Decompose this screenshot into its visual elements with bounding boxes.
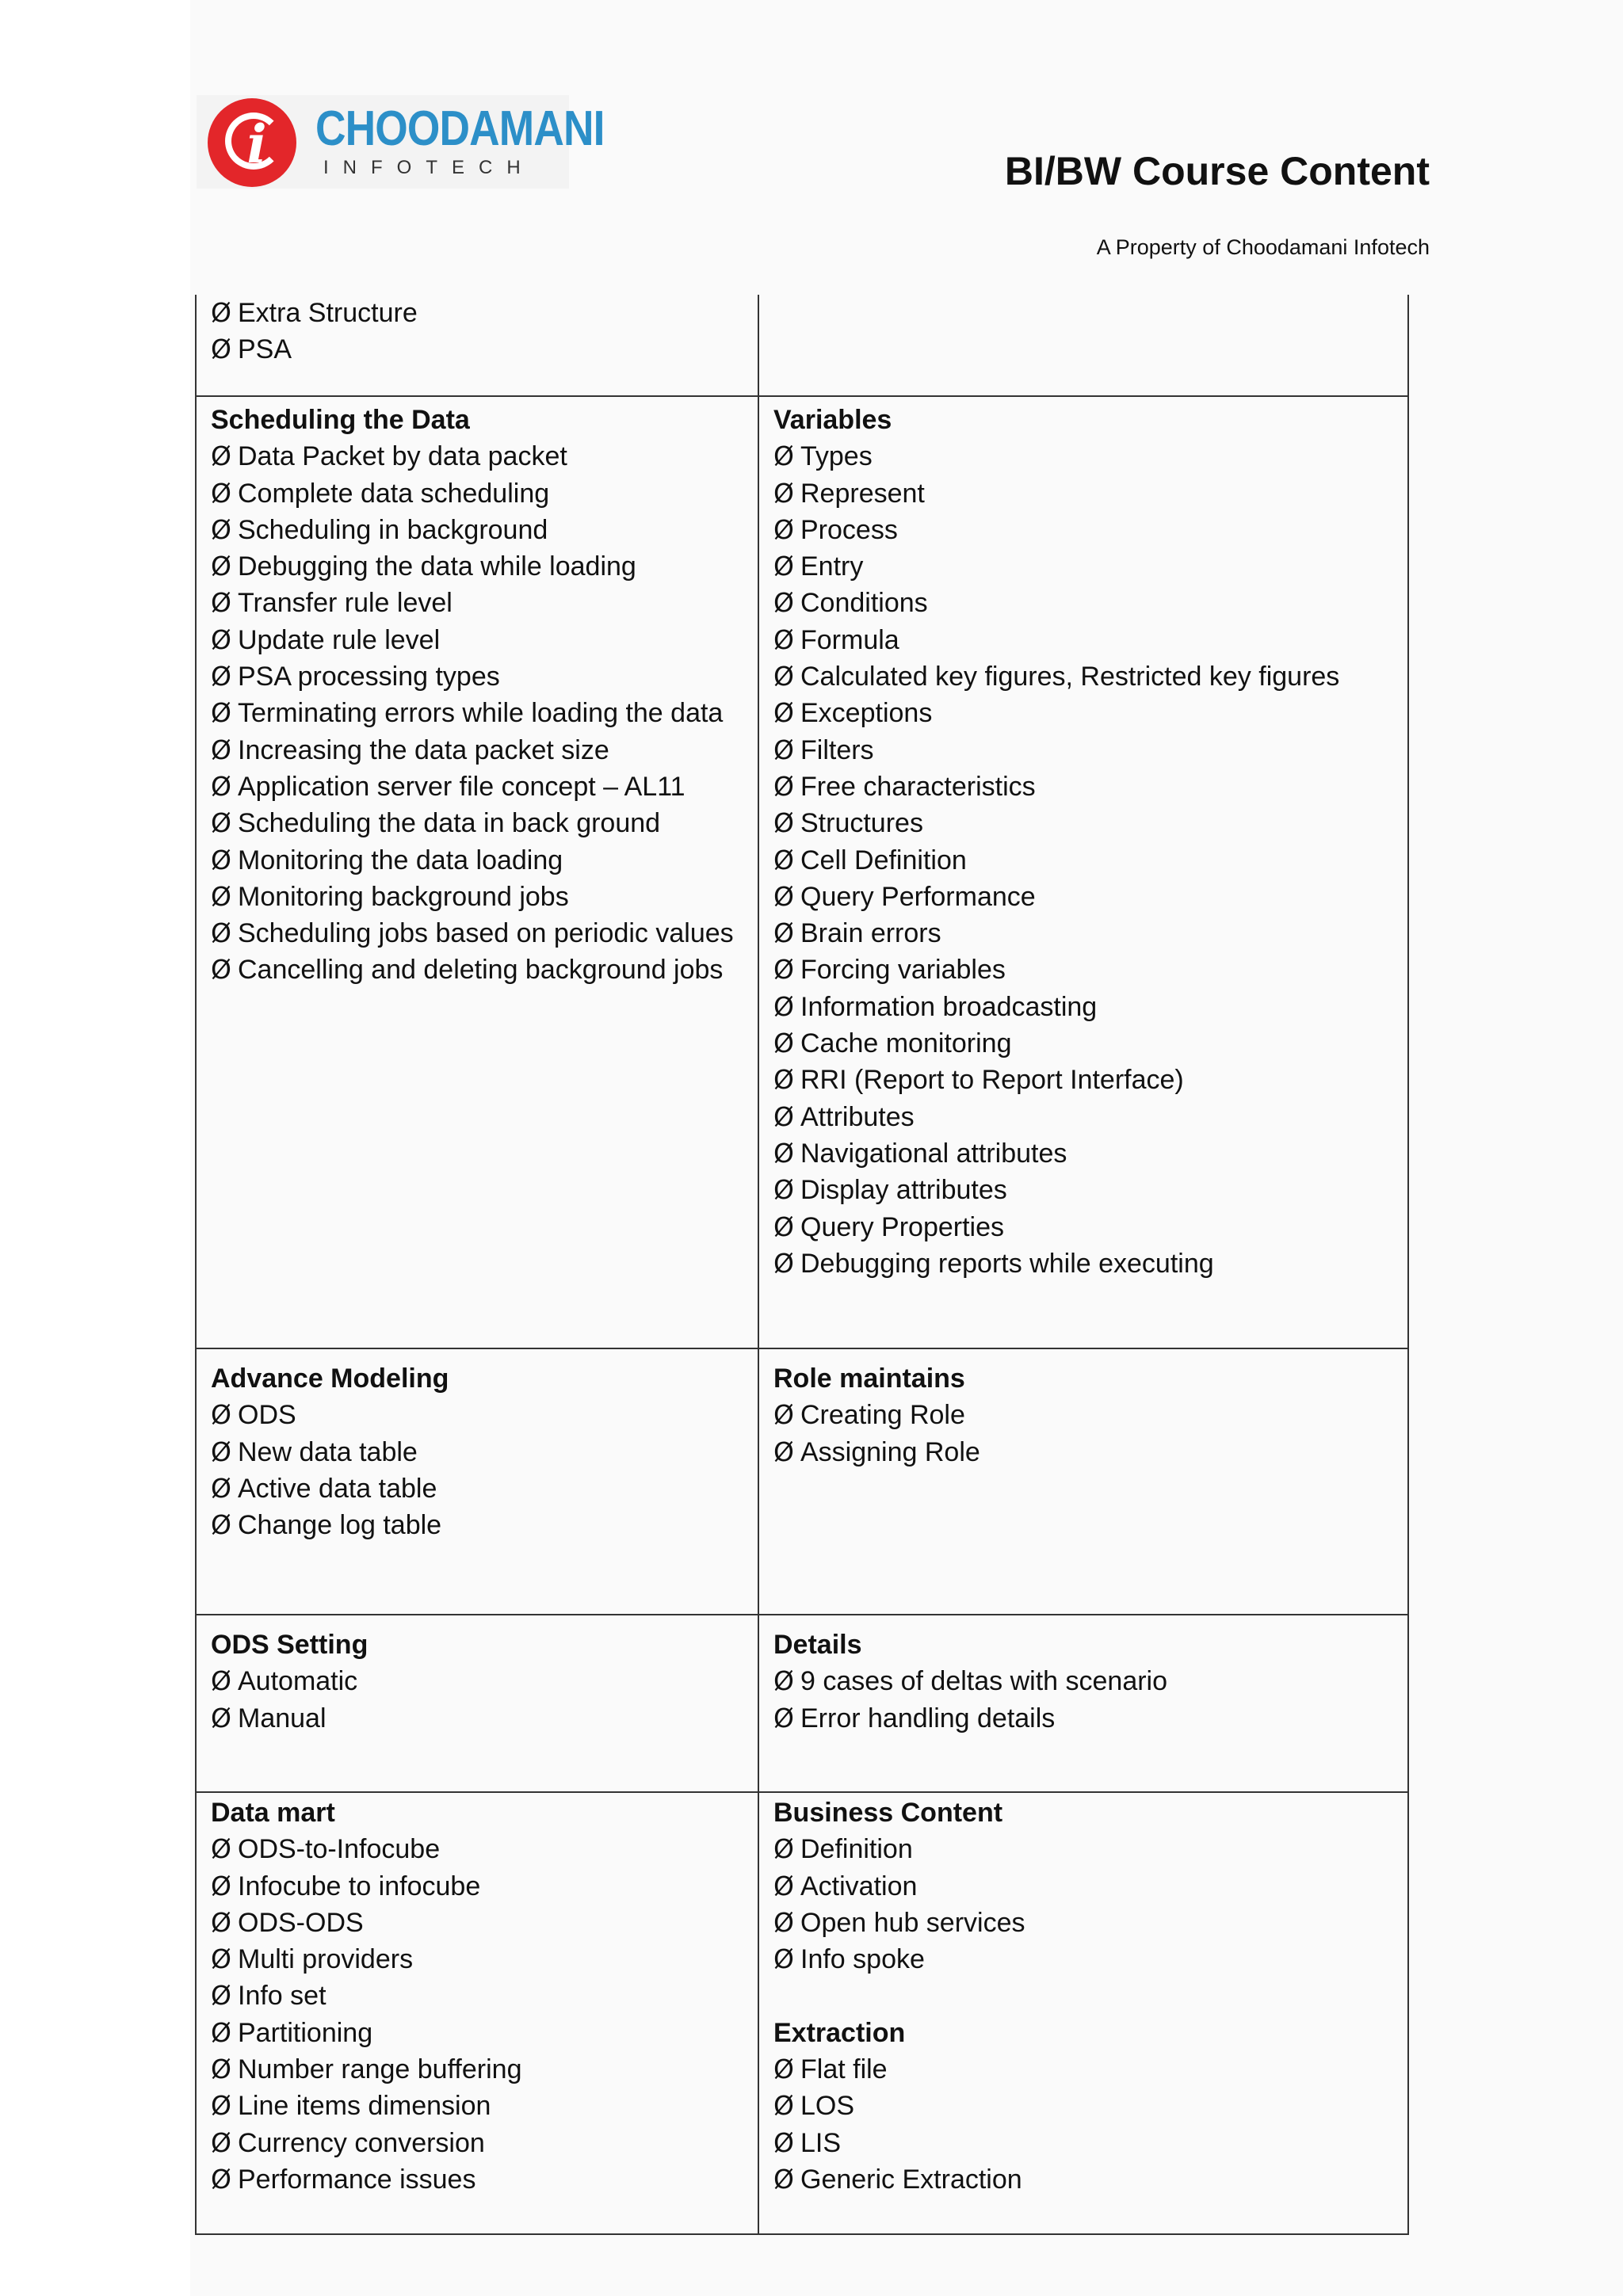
list-item-text: Scheduling jobs based on periodic values xyxy=(238,918,734,949)
bullet-icon: Ø xyxy=(211,880,231,912)
list-item-text: Flat file xyxy=(800,2054,888,2085)
list-item-text: Information broadcasting xyxy=(800,991,1098,1022)
list-item-text: Definition xyxy=(800,1834,913,1865)
list-item-text: Active data table xyxy=(238,1473,437,1504)
list-item-text: Change log table xyxy=(238,1510,442,1541)
list-item xyxy=(773,475,1407,512)
bullet-icon: Ø xyxy=(773,1870,794,1901)
list-item xyxy=(773,1905,1407,1941)
list-item-text: Forcing variables xyxy=(800,955,1006,986)
table-row xyxy=(196,295,1408,396)
list-item xyxy=(211,695,758,731)
list-item xyxy=(773,1397,1407,1433)
bullet-icon: Ø xyxy=(773,1247,794,1279)
list-item xyxy=(773,1209,1407,1245)
list-item xyxy=(773,842,1407,879)
bullet-icon: Ø xyxy=(211,2016,231,2048)
list-item-text: Display attributes xyxy=(800,1175,1007,1206)
bullet-icon: Ø xyxy=(211,1436,231,1467)
list-item-text: Number range buffering xyxy=(238,2054,522,2085)
bullet-icon: Ø xyxy=(211,477,231,509)
bullet-icon: Ø xyxy=(211,661,231,692)
list-item-text: Brain errors xyxy=(800,918,941,949)
bullet-icon: Ø xyxy=(211,2054,231,2085)
list-item xyxy=(211,2125,758,2161)
bullet-icon: Ø xyxy=(773,807,794,839)
table-cell-left xyxy=(196,396,758,1348)
list-item xyxy=(211,1831,758,1867)
list-item xyxy=(211,1507,758,1543)
table-cell-left xyxy=(196,1615,758,1792)
bullet-icon: Ø xyxy=(211,334,231,365)
list-item xyxy=(773,1025,1407,1062)
list-item xyxy=(211,1868,758,1905)
list-item xyxy=(211,879,758,915)
list-item-text: Creating Role xyxy=(800,1400,965,1431)
list-item xyxy=(211,622,758,658)
list-item-text: Automatic xyxy=(238,1666,358,1697)
bullet-icon: Ø xyxy=(211,587,231,619)
bullet-icon: Ø xyxy=(773,661,794,692)
list-item-text: Cache monitoring xyxy=(800,1028,1012,1059)
table-cell-left xyxy=(196,295,758,396)
list-item xyxy=(773,695,1407,731)
list-item-text: Activation xyxy=(800,1871,918,1901)
section-title: Scheduling the Data xyxy=(211,405,470,435)
list-item xyxy=(773,2051,1407,2088)
list-item xyxy=(211,732,758,769)
list-item xyxy=(773,2161,1407,2198)
table-cell-right xyxy=(758,396,1408,1348)
section-right xyxy=(773,1615,1407,1737)
bullet-icon: Ø xyxy=(773,1665,794,1697)
bullet-icon: Ø xyxy=(211,2163,231,2195)
list-item-text: LIS xyxy=(800,2127,842,2158)
table-row xyxy=(196,1615,1408,1792)
section-left xyxy=(211,1793,758,2198)
list-item-text: Cell Definition xyxy=(800,845,967,875)
company-logo xyxy=(197,95,605,189)
list-item xyxy=(773,1062,1407,1098)
list-item xyxy=(773,732,1407,769)
list-item-text: ODS-to-Infocube xyxy=(238,1834,441,1865)
list-item xyxy=(773,915,1407,952)
bullet-icon: Ø xyxy=(773,954,794,986)
bullet-icon: Ø xyxy=(773,1211,794,1242)
list-item xyxy=(211,1905,758,1941)
list-item-text: ODS xyxy=(238,1400,296,1431)
bullet-icon: Ø xyxy=(211,513,231,545)
list-item-text: Data Packet by data packet xyxy=(238,441,567,472)
list-item-text: Structures xyxy=(800,808,923,839)
table-cell-left xyxy=(196,1348,758,1615)
bullet-icon: Ø xyxy=(211,917,231,949)
list-item xyxy=(773,1434,1407,1470)
list-item xyxy=(211,2051,758,2088)
bullet-icon: Ø xyxy=(211,1980,231,2012)
list-item-text: Scheduling the data in back ground xyxy=(238,808,661,839)
list-item-text: Extra Structure xyxy=(238,298,418,328)
table-row xyxy=(196,1792,1408,2234)
bullet-icon: Ø xyxy=(211,734,231,765)
list-item xyxy=(211,769,758,805)
list-item-text: Conditions xyxy=(800,588,928,619)
bullet-icon: Ø xyxy=(773,917,794,949)
section-left xyxy=(211,1615,758,1737)
section-gap xyxy=(773,1978,1407,2014)
list-item xyxy=(211,1470,758,1507)
list-item xyxy=(773,548,1407,585)
bullet-icon: Ø xyxy=(773,551,794,582)
list-item xyxy=(773,1700,1407,1737)
list-item-text: Manual xyxy=(238,1703,327,1733)
list-item-text: Info set xyxy=(238,1981,327,2012)
list-item-text: Infocube to infocube xyxy=(238,1871,481,1901)
list-item-text: Info spoke xyxy=(800,1944,925,1975)
bullet-icon: Ø xyxy=(211,954,231,986)
list-item-text: PSA processing types xyxy=(238,662,500,692)
bullet-icon: Ø xyxy=(773,2163,794,2195)
bullet-icon: Ø xyxy=(773,990,794,1022)
list-item xyxy=(211,512,758,548)
list-item-text: Types xyxy=(800,441,873,472)
list-item xyxy=(773,1663,1407,1699)
bullet-icon: Ø xyxy=(211,1943,231,1975)
list-item-text: Monitoring background jobs xyxy=(238,881,569,912)
section-left xyxy=(211,295,758,368)
list-item xyxy=(773,1099,1407,1135)
list-item xyxy=(773,1941,1407,1978)
bullet-icon: Ø xyxy=(773,477,794,509)
section-title: Role maintains xyxy=(773,1363,965,1394)
bullet-icon: Ø xyxy=(773,1100,794,1132)
list-item-text: Monitoring the data loading xyxy=(238,845,563,875)
list-item xyxy=(211,805,758,841)
list-item-text: Entry xyxy=(800,551,864,582)
table-cell-right xyxy=(758,295,1408,396)
bullet-icon: Ø xyxy=(211,1399,231,1431)
bullet-icon: Ø xyxy=(211,1702,231,1733)
section-title: Business Content xyxy=(773,1798,1003,1828)
bullet-icon: Ø xyxy=(773,513,794,545)
bullet-icon: Ø xyxy=(773,697,794,729)
list-item xyxy=(211,658,758,695)
list-item xyxy=(773,1135,1407,1172)
section-title: ODS Setting xyxy=(211,1630,369,1660)
list-item xyxy=(773,585,1407,621)
list-item xyxy=(211,842,758,879)
logo-company-name: CHOODAMANI xyxy=(315,101,605,156)
list-item xyxy=(211,2088,758,2124)
bullet-icon: Ø xyxy=(211,551,231,582)
bullet-icon: Ø xyxy=(773,441,794,472)
list-item xyxy=(211,952,758,988)
section-left xyxy=(211,397,758,989)
list-item-text: Navigational attributes xyxy=(800,1138,1067,1169)
list-item xyxy=(773,1868,1407,1905)
table-row xyxy=(196,396,1408,1348)
list-item xyxy=(773,2088,1407,2124)
list-item xyxy=(211,2015,758,2051)
list-item-text: Partitioning xyxy=(238,2017,373,2048)
bullet-icon: Ø xyxy=(773,1436,794,1467)
list-item-text: Performance issues xyxy=(238,2164,476,2195)
list-item-text: Multi providers xyxy=(238,1944,414,1975)
bullet-icon: Ø xyxy=(773,1399,794,1431)
list-item xyxy=(773,512,1407,548)
bullet-icon: Ø xyxy=(211,807,231,839)
list-item-text: Scheduling in background xyxy=(238,514,548,545)
list-item xyxy=(211,1397,758,1433)
bullet-icon: Ø xyxy=(773,734,794,765)
list-item xyxy=(211,438,758,475)
document-title: BI/BW Course Content xyxy=(1004,149,1430,193)
bullet-icon: Ø xyxy=(773,770,794,802)
bullet-icon: Ø xyxy=(773,587,794,619)
list-item-text: Calculated key figures, Restricted key figures xyxy=(800,662,1340,692)
list-item xyxy=(773,989,1407,1025)
list-item-text: PSA xyxy=(238,334,292,365)
bullet-icon: Ø xyxy=(773,1028,794,1059)
list-item xyxy=(211,585,758,621)
bullet-icon: Ø xyxy=(773,1064,794,1096)
list-item-text: Complete data scheduling xyxy=(238,478,550,509)
bullet-icon: Ø xyxy=(211,2090,231,2122)
bullet-icon: Ø xyxy=(211,1833,231,1865)
table-cell-right xyxy=(758,1348,1408,1615)
list-item-text: 9 cases of deltas with scenario xyxy=(800,1666,1168,1697)
list-item-text: Exceptions xyxy=(800,698,933,729)
list-item-text: Process xyxy=(800,514,898,545)
table-row xyxy=(196,1348,1408,1615)
bullet-icon: Ø xyxy=(211,1870,231,1901)
list-item xyxy=(773,1831,1407,1867)
bullet-icon: Ø xyxy=(211,697,231,729)
list-item-text: Free characteristics xyxy=(800,771,1036,802)
logo-letter: i xyxy=(246,113,267,175)
list-item xyxy=(773,658,1407,695)
list-item-text: Transfer rule level xyxy=(238,588,453,619)
bullet-icon: Ø xyxy=(211,1665,231,1697)
list-item xyxy=(211,331,758,368)
bullet-icon: Ø xyxy=(773,2090,794,2122)
table-cell-right xyxy=(758,1792,1408,2234)
bullet-icon: Ø xyxy=(773,1833,794,1865)
list-item xyxy=(773,769,1407,805)
list-item xyxy=(211,1978,758,2014)
list-item-text: Debugging reports while executing xyxy=(800,1248,1214,1279)
page-header xyxy=(0,0,1623,285)
bullet-icon: Ø xyxy=(211,624,231,655)
list-item xyxy=(211,1434,758,1470)
bullet-icon: Ø xyxy=(773,1943,794,1975)
list-item xyxy=(211,548,758,585)
bullet-icon: Ø xyxy=(773,1702,794,1733)
list-item-text: ODS-ODS xyxy=(238,1907,364,1938)
list-item-text: Update rule level xyxy=(238,624,441,655)
list-item-text: Line items dimension xyxy=(238,2091,491,2122)
list-item-text: LOS xyxy=(800,2091,855,2122)
list-item xyxy=(773,438,1407,475)
table-cell-right xyxy=(758,1615,1408,1792)
list-item xyxy=(773,1245,1407,1282)
table-cell-left xyxy=(196,1792,758,2234)
list-item-text: Increasing the data packet size xyxy=(238,734,609,765)
bullet-icon: Ø xyxy=(773,880,794,912)
list-item-text: Generic Extraction xyxy=(800,2164,1022,2195)
list-item-text: Application server file concept – AL11 xyxy=(238,771,685,802)
bullet-icon: Ø xyxy=(773,844,794,875)
bullet-icon: Ø xyxy=(773,1137,794,1169)
bullet-icon: Ø xyxy=(211,1906,231,1938)
logo-company-subtitle: INFOTECH xyxy=(323,157,535,178)
list-item-text: Open hub services xyxy=(800,1907,1025,1938)
section-title: Extraction xyxy=(773,2017,906,2048)
list-item xyxy=(773,952,1407,988)
list-item-text: Filters xyxy=(800,734,874,765)
section-title: Data mart xyxy=(211,1798,335,1828)
bullet-icon: Ø xyxy=(773,1174,794,1206)
list-item xyxy=(773,879,1407,915)
bullet-icon: Ø xyxy=(211,770,231,802)
list-item-text: Query Properties xyxy=(800,1211,1004,1242)
section-title: Details xyxy=(773,1630,862,1660)
list-item-text: RRI (Report to Report Interface) xyxy=(800,1065,1184,1096)
list-item xyxy=(773,1172,1407,1208)
bullet-icon: Ø xyxy=(773,2126,794,2158)
list-item xyxy=(211,2161,758,2198)
list-item-text: New data table xyxy=(238,1436,418,1467)
bullet-icon: Ø xyxy=(211,1472,231,1504)
bullet-icon: Ø xyxy=(773,2054,794,2085)
list-item-text: Query Performance xyxy=(800,881,1036,912)
list-item xyxy=(211,1663,758,1699)
list-item-text: Assigning Role xyxy=(800,1436,980,1467)
list-item xyxy=(211,1941,758,1978)
bullet-icon: Ø xyxy=(773,624,794,655)
list-item xyxy=(773,805,1407,841)
list-item xyxy=(773,622,1407,658)
section-left xyxy=(211,1349,758,1543)
bullet-icon: Ø xyxy=(211,844,231,875)
section-title: Variables xyxy=(773,405,892,435)
list-item xyxy=(211,915,758,952)
section-right xyxy=(773,397,1407,1282)
list-item xyxy=(211,295,758,331)
list-item-text: Attributes xyxy=(800,1101,915,1132)
list-item-text: Error handling details xyxy=(800,1703,1056,1733)
bullet-icon: Ø xyxy=(211,441,231,472)
bullet-icon: Ø xyxy=(773,1906,794,1938)
section-right xyxy=(773,1349,1407,1470)
document-subtitle: A Property of Choodamani Infotech xyxy=(1096,235,1430,259)
list-item xyxy=(211,475,758,512)
bullet-icon: Ø xyxy=(211,1509,231,1541)
course-content-table xyxy=(195,295,1409,2235)
list-item-text: Debugging the data while loading xyxy=(238,551,636,582)
list-item-text: Currency conversion xyxy=(238,2127,485,2158)
list-item-text: Terminating errors while loading the data xyxy=(238,698,724,729)
list-item xyxy=(211,1700,758,1737)
bullet-icon: Ø xyxy=(211,2126,231,2158)
section-right xyxy=(773,1793,1407,2198)
section-title: Advance Modeling xyxy=(211,1363,449,1394)
bullet-icon: Ø xyxy=(211,297,231,328)
list-item-text: Formula xyxy=(800,624,899,655)
list-item-text: Represent xyxy=(800,478,925,509)
list-item xyxy=(773,2125,1407,2161)
list-item-text: Cancelling and deleting background jobs xyxy=(238,955,724,986)
